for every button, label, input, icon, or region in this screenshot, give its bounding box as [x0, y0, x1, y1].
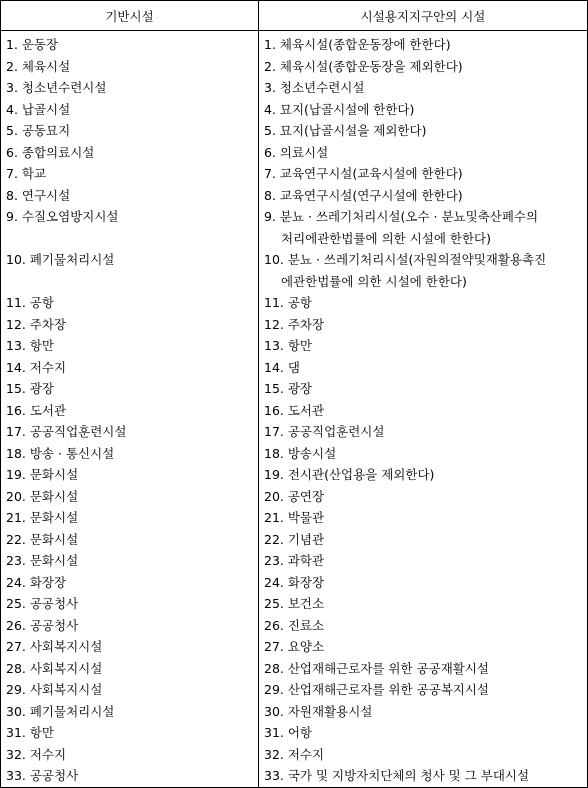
infrastructure-item-text: 33. 공공청사: [6, 768, 79, 783]
infrastructure-item-text: 1. 운동장: [6, 37, 59, 52]
infrastructure-item: [1, 550, 258, 572]
infrastructure-item: [1, 206, 258, 249]
zone-facility-item: [259, 744, 587, 766]
zone-facility-item-text: 5. 묘지(납골시설을 제외한다): [264, 123, 427, 138]
infrastructure-item: [1, 421, 258, 443]
infrastructure-item-text: 14. 저수지: [6, 359, 67, 375]
infrastructure-item-text: 6. 종합의료시설: [6, 144, 95, 160]
infrastructure-item-text: 3. 청소년수련시설: [6, 80, 107, 95]
zone-facility-item-text: 3. 청소년수련시설: [264, 80, 365, 95]
zone-facility-item-text: 8. 교육연구시설(연구시설에 한한다): [264, 187, 463, 203]
header-infrastructure: 기반시설: [1, 1, 259, 31]
zone-facility-item-text: 16. 도서관: [264, 402, 325, 418]
infrastructure-item: [1, 378, 258, 400]
zone-facility-item: [259, 636, 587, 658]
infrastructure-item: [1, 486, 258, 508]
zone-facility-item: [259, 378, 587, 400]
zone-facility-item: [259, 249, 587, 292]
infrastructure-item-continuation: [1, 271, 258, 293]
zone-facility-item: [259, 421, 587, 443]
zone-facility-item-text: 14. 댐: [264, 359, 300, 375]
zone-facility-item: [259, 658, 587, 680]
infrastructure-item: [1, 142, 258, 164]
infrastructure-item-text: 23. 문화시설: [6, 553, 79, 568]
infrastructure-item-text: 26. 공공청사: [6, 617, 79, 633]
infrastructure-item-text: 22. 문화시설: [6, 531, 79, 547]
infrastructure-item: [1, 335, 258, 357]
body-row: [1, 31, 588, 788]
infrastructure-item-text: 2. 체육시설: [6, 58, 71, 74]
zone-facility-item-text: 21. 박물관: [264, 510, 325, 525]
infrastructure-item: [1, 744, 258, 766]
infrastructure-item-text: 9. 수질오염방지시설: [6, 209, 119, 224]
infrastructure-item-continuation: [1, 228, 258, 250]
infrastructure-item-text: 12. 주차장: [6, 316, 67, 332]
zone-facility-item-text: 24. 화장장: [264, 574, 325, 590]
infrastructure-item-text: 19. 문화시설: [6, 467, 79, 482]
zone-facility-item: [259, 615, 587, 637]
infrastructure-item: [1, 163, 258, 185]
infrastructure-item-text: 31. 항만: [6, 725, 55, 740]
zone-facility-item-text: 15. 광장: [264, 381, 313, 396]
infrastructure-item: [1, 636, 258, 658]
zone-facility-item-text: 32. 저수지: [264, 746, 325, 762]
infrastructure-item-text: 16. 도서관: [6, 402, 67, 418]
zone-facility-item-text: 4. 묘지(납골시설에 한한다): [264, 101, 415, 117]
zone-facility-item-text: 10. 분뇨 · 쓰레기처리시설(자원의절약및재활용촉진: [264, 252, 547, 267]
infrastructure-item-text: 18. 방송 · 통신시설: [6, 445, 115, 461]
zone-facility-item-text: 33. 국가 및 지방자치단체의 청사 및 그 부대시설: [264, 768, 530, 783]
infrastructure-item: [1, 464, 258, 486]
header-row: [1, 1, 588, 31]
infrastructure-item-text: 7. 학교: [6, 166, 47, 181]
zone-facility-item: [259, 572, 587, 594]
infrastructure-item-text: 25. 공공청사: [6, 596, 79, 611]
infrastructure-item: [1, 722, 258, 744]
zone-facility-item: [259, 701, 587, 723]
infrastructure-item-text: 5. 공동묘지: [6, 123, 71, 138]
zone-facility-item-text: 26. 진료소: [264, 617, 325, 633]
infrastructure-item-text: 17. 공공직업훈련시설: [6, 424, 127, 439]
infrastructure-item: [1, 765, 258, 787]
infrastructure-item-text: 8. 연구시설: [6, 187, 71, 203]
infrastructure-item-text: 15. 광장: [6, 381, 55, 396]
infrastructure-item: [1, 357, 258, 379]
zone-facility-item-text: 27. 요양소: [264, 639, 325, 654]
infrastructure-item-text: 4. 납골시설: [6, 101, 71, 117]
infrastructure-item: [1, 658, 258, 680]
zone-facility-item: [259, 206, 587, 249]
infrastructure-item-text: 32. 저수지: [6, 746, 67, 762]
zone-facility-item-text: 11. 공항: [264, 295, 313, 310]
zone-facility-item: [259, 593, 587, 615]
infrastructure-item-text: 24. 화장장: [6, 574, 67, 590]
zone-facility-item: [259, 56, 587, 78]
zone-facility-item-text: 18. 방송시설: [264, 445, 337, 461]
infrastructure-item: [1, 572, 258, 594]
zone-facility-item-continuation: 에관한법률에 의한 시설에 한한다): [281, 273, 467, 289]
infrastructure-item-text: 11. 공항: [6, 295, 55, 310]
infrastructure-item: [1, 185, 258, 207]
infrastructure-item: [1, 615, 258, 637]
infrastructure-item: [1, 120, 258, 142]
infrastructure-item-text: 30. 폐기물처리시설: [6, 703, 115, 719]
zone-facility-item-text: 23. 과학관: [264, 553, 325, 568]
infrastructure-item: [1, 529, 258, 551]
zone-facility-item: [259, 486, 587, 508]
zone-facility-item: [259, 550, 587, 572]
zone-facility-item: [259, 99, 587, 121]
zone-facility-item: [259, 357, 587, 379]
zone-facility-item-text: 7. 교육연구시설(교육시설에 한한다): [264, 166, 463, 181]
zone-facility-item: [259, 77, 587, 99]
infrastructure-column: [1, 31, 259, 788]
infrastructure-item-text: 29. 사회복지시설: [6, 682, 103, 697]
infrastructure-item: [1, 679, 258, 701]
zone-facility-item-text: 30. 자원재활용시설: [264, 703, 373, 719]
zone-facility-item-text: 6. 의료시설: [264, 144, 329, 160]
infrastructure-item: [1, 56, 258, 78]
infrastructure-item: [1, 400, 258, 422]
zone-facility-item: [259, 314, 587, 336]
infrastructure-item: [1, 77, 258, 99]
zone-facility-item: [259, 765, 587, 787]
infrastructure-item-text: 13. 항만: [6, 338, 55, 353]
zone-facility-item-text: 12. 주차장: [264, 316, 325, 332]
zone-facility-item: [259, 292, 587, 314]
zone-facility-item-text: 1. 체육시설(종합운동장에 한한다): [264, 37, 451, 52]
infrastructure-item: [1, 99, 258, 121]
header-facilities-in-zone: 시설용지지구안의 시설: [259, 1, 588, 31]
infrastructure-item: [1, 701, 258, 723]
zone-facility-item: [259, 142, 587, 164]
zone-facility-item: [259, 335, 587, 357]
zone-facility-item: [259, 529, 587, 551]
infrastructure-item-text: 20. 문화시설: [6, 488, 79, 504]
zone-facility-item-text: 28. 산업재해근로자를 위한 공공재활시설: [264, 660, 489, 676]
zone-facility-item-text: 2. 체육시설(종합운동장을 제외한다): [264, 58, 463, 74]
zone-facility-item-text: 13. 항만: [264, 338, 313, 353]
zone-facility-item: [259, 34, 587, 56]
zone-facility-item-text: 29. 산업재해근로자를 위한 공공복지시설: [264, 682, 489, 697]
infrastructure-item-text: 10. 폐기물처리시설: [6, 252, 115, 267]
infrastructure-item-text: 28. 사회복지시설: [6, 660, 103, 676]
zone-facility-item: [259, 443, 587, 465]
infrastructure-item: [1, 249, 258, 292]
zone-facility-column: [259, 31, 588, 788]
zone-facility-item: [259, 722, 587, 744]
zone-facility-item-text: 19. 전시관(산업용을 제외한다): [264, 467, 435, 482]
infrastructure-item: [1, 593, 258, 615]
zone-facility-item-text: 9. 분뇨 · 쓰레기처리시설(오수 · 분뇨및축산폐수의: [264, 209, 539, 224]
zone-facility-item: [259, 400, 587, 422]
zone-facility-item: [259, 679, 587, 701]
zone-facility-item-text: 22. 기념관: [264, 531, 325, 547]
infrastructure-item: [1, 292, 258, 314]
zone-facility-item: [259, 163, 587, 185]
infrastructure-item: [1, 443, 258, 465]
zone-facility-item-continuation: 처리에관한법률에 의한 시설에 한한다): [281, 230, 491, 246]
infrastructure-item: [1, 507, 258, 529]
zone-facility-item: [259, 464, 587, 486]
zone-facility-item-text: 31. 어항: [264, 725, 313, 740]
infrastructure-item: [1, 34, 258, 56]
zone-facility-item-text: 17. 공공직업훈련시설: [264, 424, 385, 439]
zone-facility-item: [259, 185, 587, 207]
zone-facility-item: [259, 120, 587, 142]
infrastructure-item: [1, 314, 258, 336]
infrastructure-item-text: 21. 문화시설: [6, 510, 79, 525]
infrastructure-item-text: 27. 사회복지시설: [6, 639, 103, 654]
zone-facility-item: [259, 507, 587, 529]
zone-facility-item-text: 20. 공연장: [264, 488, 325, 504]
zone-facility-item-text: 25. 보건소: [264, 596, 325, 611]
